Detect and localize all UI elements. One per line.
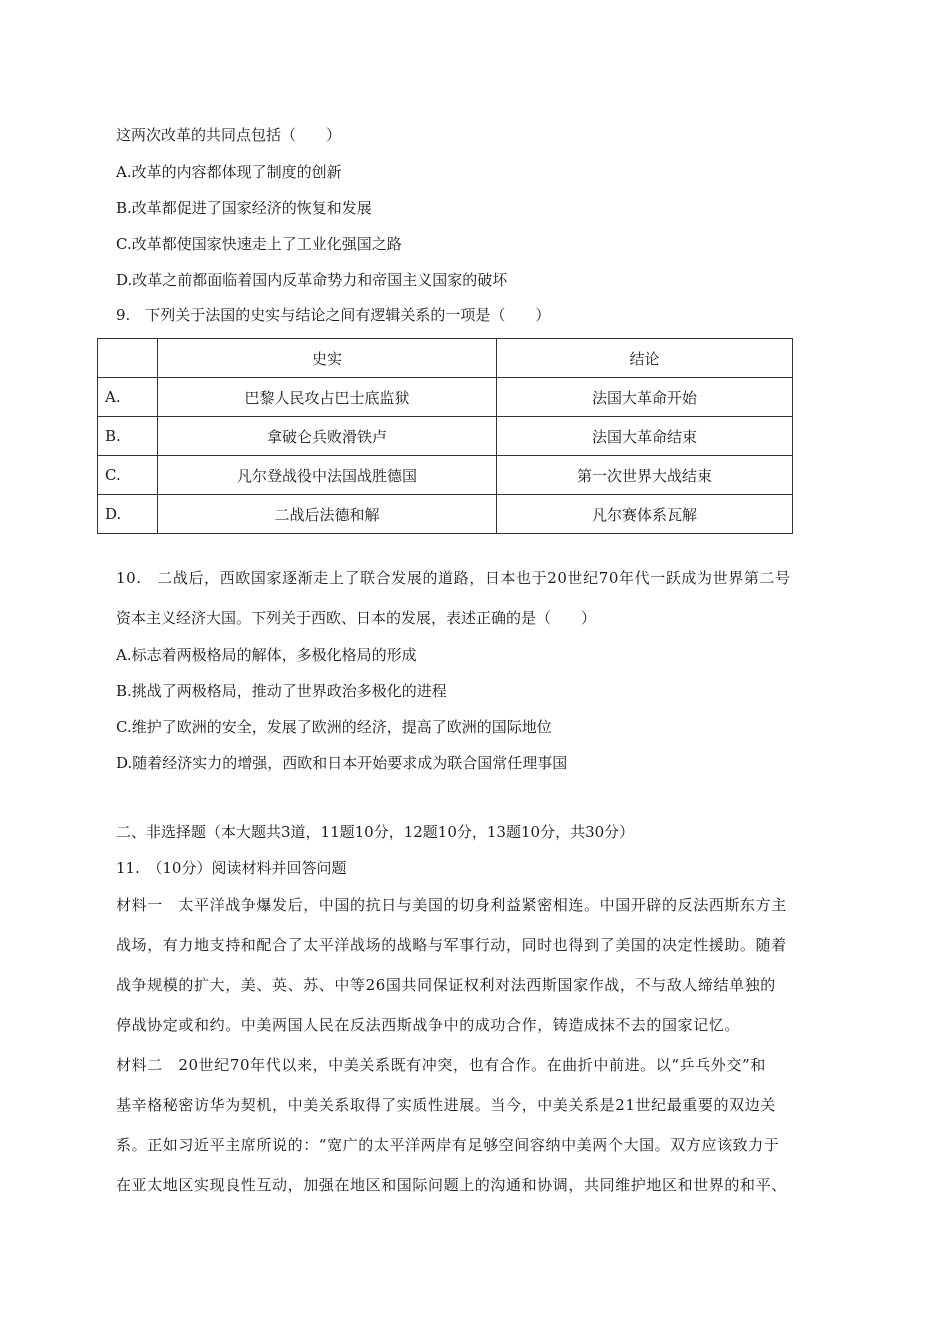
q8-option-c: C.改革都使国家快速走上了工业化强国之路 bbox=[116, 235, 402, 253]
q10-option-a: A.标志着两极格局的解体，多极化格局的形成 bbox=[116, 646, 417, 664]
material1-line: 战场，有力地支持和配合了太平洋战场的战略与军事行动，同时也得到了美国的决定性援助。随着 bbox=[116, 936, 787, 954]
table-row bbox=[98, 456, 793, 495]
q8-stem: 这两次改革的共同点包括（ ） bbox=[116, 126, 342, 144]
row-conclusion: 第一次世界大战结束 bbox=[497, 456, 793, 495]
material1-line: 材料一 太平洋战争爆发后，中国的抗日与美国的切身利益紧密相连。中国开辟的反法西斯东方主 bbox=[116, 896, 787, 914]
q10-stem-line1: 10. 二战后，西欧国家逐渐走上了联合发展的道路，日本也于20世纪70年代一跃成为世界第二号 bbox=[116, 569, 791, 587]
material1-line: 停战协定或和约。中美两国人民在反法西斯战争中的成功合作，铸造成抹不去的国家记忆。 bbox=[116, 1016, 741, 1034]
row-fact: 巴黎人民攻占巴士底监狱 bbox=[158, 378, 497, 417]
q8-option-a: A.改革的内容都体现了制度的创新 bbox=[116, 163, 342, 181]
row-label: A. bbox=[98, 378, 158, 417]
row-conclusion: 法国大革命开始 bbox=[497, 378, 793, 417]
header-cell-conclusion: 结论 bbox=[497, 339, 793, 378]
material2-line: 材料二 20世纪70年代以来，中美关系既有冲突，也有合作。在曲折中前进。以“乒乓外交”和 bbox=[116, 1056, 766, 1074]
table-row bbox=[98, 378, 793, 417]
table-row bbox=[98, 495, 793, 534]
row-fact: 拿破仑兵败滑铁卢 bbox=[158, 417, 497, 456]
q9-stem: 9. 下列关于法国的史实与结论之间有逻辑关系的一项是（ ） bbox=[116, 306, 551, 324]
header-cell-blank bbox=[98, 339, 158, 378]
q10-option-b: B.挑战了两极格局，推动了世界政治多极化的进程 bbox=[116, 682, 447, 700]
section2-title: 二、非选择题（本大题共3道，11题10分，12题10分，13题10分，共30分） bbox=[116, 823, 635, 841]
row-conclusion: 凡尔赛体系瓦解 bbox=[497, 495, 793, 534]
q10-stem-line2: 资本主义经济大国。下列关于西欧、日本的发展，表述正确的是（ ） bbox=[116, 609, 597, 627]
q11-stem: 11. （10分）阅读材料并回答问题 bbox=[116, 859, 347, 877]
row-label: D. bbox=[98, 495, 158, 534]
material2-line: 系。正如习近平主席所说的：“宽广的太平洋两岸有足够空间容纳中美两个大国。双方应该致力于 bbox=[116, 1136, 780, 1154]
row-label: B. bbox=[98, 417, 158, 456]
q9-table bbox=[97, 338, 793, 534]
header-cell-fact: 史实 bbox=[158, 339, 497, 378]
row-fact: 二战后法德和解 bbox=[158, 495, 497, 534]
material1-line: 战争规模的扩大，美、英、苏、中等26国共同保证权利对法西斯国家作战，不与敌人缔结单独的 bbox=[116, 976, 776, 994]
row-conclusion: 法国大革命结束 bbox=[497, 417, 793, 456]
material2-line: 在亚太地区实现良性互动，加强在地区和国际问题上的沟通和协调，共同维护地区和世界的和平、 bbox=[116, 1176, 787, 1194]
q8-option-b: B.改革都促进了国家经济的恢复和发展 bbox=[116, 199, 372, 217]
material2-line: 基辛格秘密访华为契机，中美关系取得了实质性进展。当今，中美关系是21世纪最重要的双边关 bbox=[116, 1096, 776, 1114]
q8-option-d: D.改革之前都面临着国内反革命势力和帝国主义国家的破坏 bbox=[116, 271, 508, 289]
row-fact: 凡尔登战役中法国战胜德国 bbox=[158, 456, 497, 495]
q10-option-d: D.随着经济实力的增强，西欧和日本开始要求成为联合国常任理事国 bbox=[116, 754, 568, 772]
table-header-row bbox=[98, 339, 793, 378]
table-row bbox=[98, 417, 793, 456]
q10-option-c: C.维护了欧洲的安全，发展了欧洲的经济，提高了欧洲的国际地位 bbox=[116, 718, 552, 736]
row-label: C. bbox=[98, 456, 158, 495]
